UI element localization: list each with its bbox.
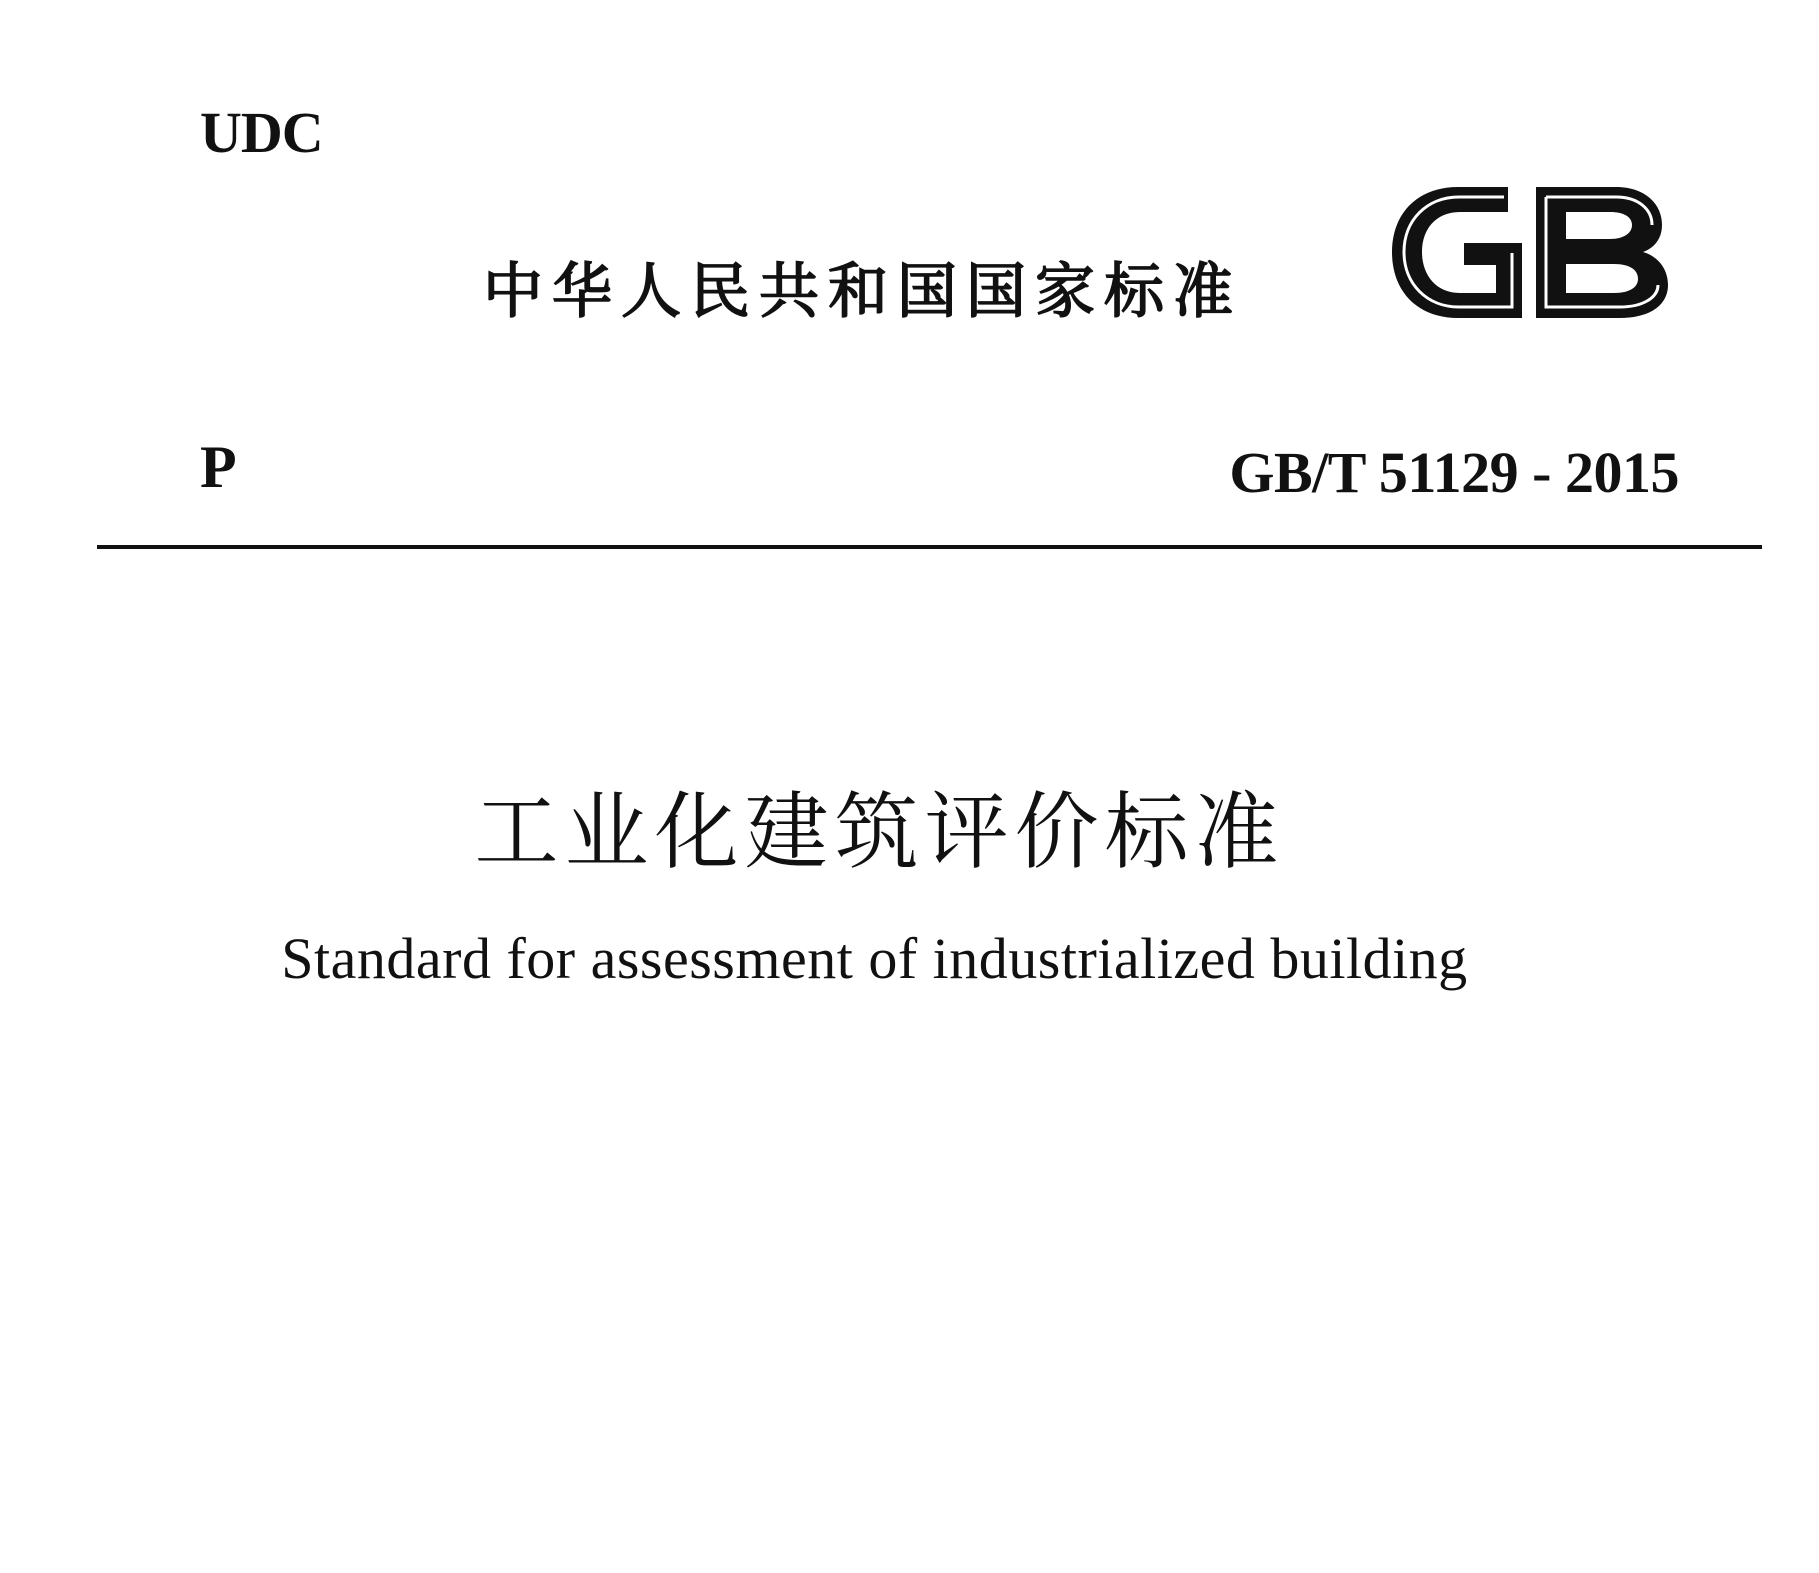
- title-english: Standard for assessment of industrialized building: [281, 926, 1468, 991]
- udc-label: UDC: [200, 100, 323, 165]
- classification-code: P: [200, 434, 237, 500]
- standard-number: GB/T 51129 - 2015: [1229, 440, 1679, 505]
- title-chinese: 工业化建筑评价标准: [474, 783, 1285, 881]
- gb-logo-icon: [1380, 175, 1680, 330]
- header-divider: [97, 545, 1762, 549]
- issuer-title: 中华人民共和国国家标准: [483, 257, 1242, 327]
